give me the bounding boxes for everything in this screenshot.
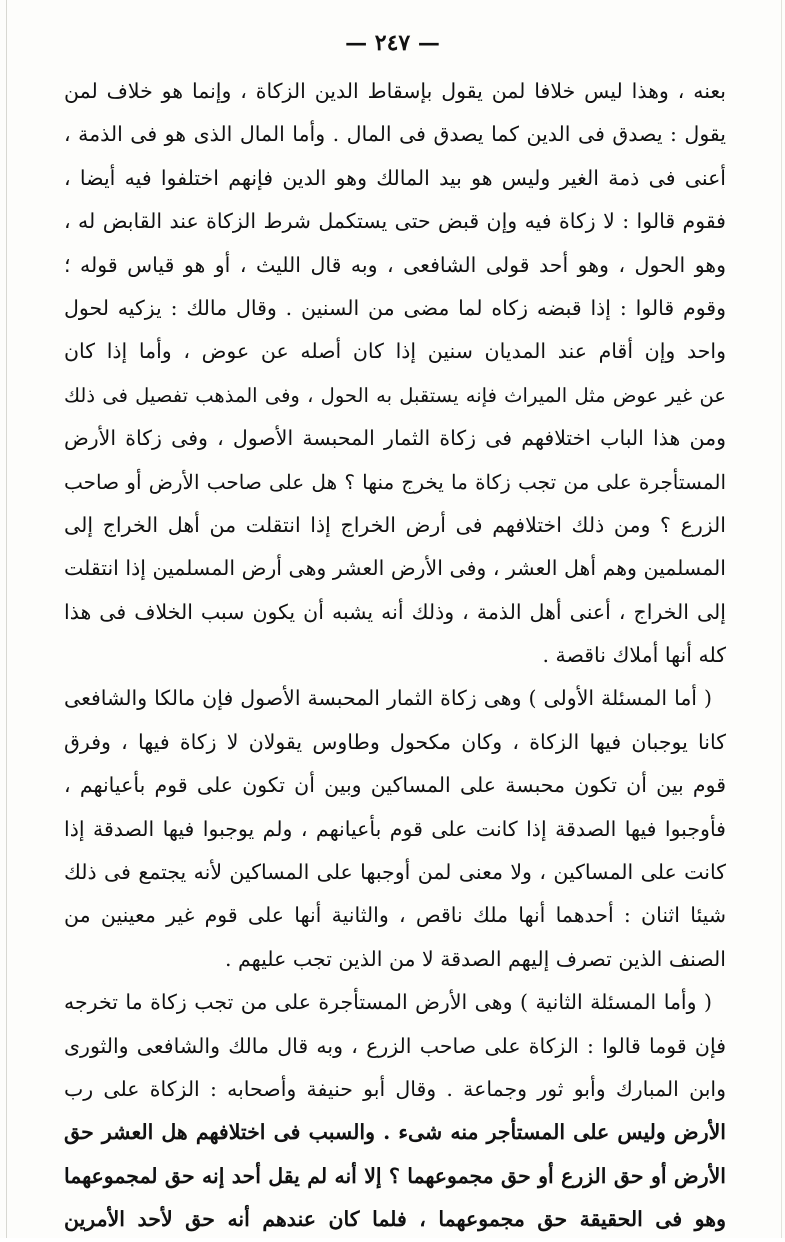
text-line: وهو الحول ، وهو أحد قولى الشافعى ، وبه قال الليث ، أو هو قياس قوله ؛ (64, 252, 726, 277)
text-line: فقوم قالوا : لا زكاة فيه وإن قبض حتى يستكمل شرط الزكاة عند القابض له ، (64, 209, 726, 234)
text-line: وهو فى الحقيقة حق مجموعهما ، فلما كان عندهم أنه حق لأحد الأمرين (64, 1207, 726, 1232)
text-line: عن غير عوض مثل الميراث فإنه يستقبل به الحول ، وفى المذهب تفصيل فى ذلك (64, 383, 726, 407)
page-number: — ٢٤٧ — (345, 30, 440, 56)
text-line: المسلمين وهم أهل العشر ، وفى الأرض العشر وهى أرض المسلمين إذا انتقلت (64, 556, 726, 581)
text-line: فإن قوما قالوا : الزكاة على صاحب الزرع ، وبه قال مالك والشافعى والثورى (64, 1033, 726, 1058)
text-line: المستأجرة على من تجب زكاة ما يخرج منها ؟ هل على صاحب الأرض أو صاحب (64, 469, 726, 494)
text-line: إلى الخراج ، أعنى أهل الذمة ، وذلك أنه يشبه أن يكون سبب الخلاف فى هذا (64, 599, 726, 624)
text-line: فأوجبوا فيها الصدقة إذا كانت على قوم بأعيانهم ، ولم يوجبوا فيها الصدقة إذا (64, 816, 726, 841)
text-line: وابن المبارك وأبو ثور وجماعة . وقال أبو حنيفة وأصحابه : الزكاة على رب (64, 1076, 726, 1101)
page-text (64, 70, 726, 1242)
text-line: الأرض أو حق الزرع أو حق مجموعهما ؟ إلا أنه لم يقل أحد إنه حق لمجموعهما (64, 1163, 726, 1188)
text-line: أعنى فى ذمة الغير وليس هو بيد المالك وهو الدين فإنهم اختلفوا فيه أيضا ، (64, 165, 726, 190)
text-line: كانت على المساكين ، ولا معنى لمن أوجبها على المساكين لأنه يجتمع فى ذلك (64, 860, 726, 885)
paragraph-end-line: كله أنها أملاك ناقصة . (542, 643, 726, 668)
text-line: قوم بين أن تكون محبسة على المساكين وبين أن تكون على قوم بأعيانهم ، (64, 773, 726, 798)
text-line: وقوم قالوا : إذا قبضه زكاه لما مضى من السنين . وقال مالك : يزكيه لحول (64, 295, 726, 320)
text-line: شيئا اثنان : أحدهما أنها ملك ناقص ، والثانية أنها على قوم غير معينين من (64, 903, 726, 928)
text-line: ومن هذا الباب اختلافهم فى زكاة الثمار المحبسة الأصول ، وفى زكاة الأرض (64, 426, 726, 451)
page-edge-shadow (781, 0, 782, 1238)
text-line: كانا يوجبان فيها الزكاة ، وكان مكحول وطاوس يقولان لا زكاة فيها ، وفرق (64, 729, 726, 754)
text-line: ( وأما المسئلة الثانية ) وهى الأرض المستأجرة على من تجب زكاة ما تخرجه (64, 990, 712, 1015)
page-edge-shadow (6, 0, 7, 1238)
text-line: بعنه ، وهذا ليس خلافا لمن يقول بإسقاط الدين الزكاة ، وإنما هو خلاف لمن (64, 79, 726, 103)
text-line: الزرع ؟ ومن ذلك اختلافهم فى أرض الخراج إذا انتقلت من أهل الخراج إلى (64, 512, 726, 537)
paragraph-end-line: الصنف الذين تصرف إليهم الصدقة لا من الذين تجب عليهم . (224, 946, 726, 971)
text-line: ( أما المسئلة الأولى ) وهى زكاة الثمار المحبسة الأصول فإن مالكا والشافعى (64, 686, 712, 711)
text-line: يقول : يصدق فى الدين كما يصدق فى المال . وأما المال الذى هو فى الذمة ، (64, 122, 726, 147)
text-line: واحد وإن أقام عند المديان سنين إذا كان أصله عن عوض ، وأما إذا كان (64, 339, 726, 364)
text-line: الأرض وليس على المستأجر منه شىء . والسبب فى اختلافهم هل العشر حق (64, 1120, 726, 1145)
